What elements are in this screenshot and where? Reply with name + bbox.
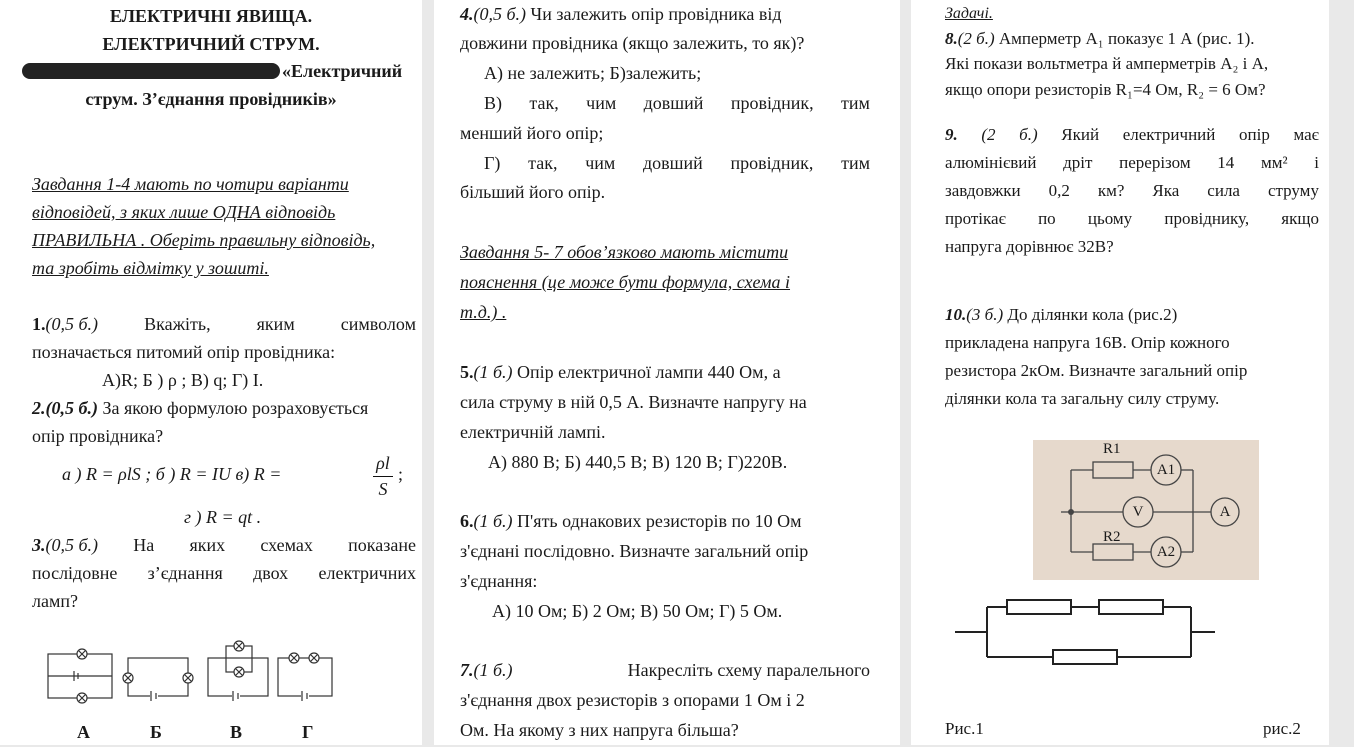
- question-4-option-g-line-2: більший його опір.: [460, 182, 606, 202]
- instruction-line-4: та зробіть відмітку у зошиті.: [32, 258, 269, 278]
- fraction-bar: [373, 476, 393, 477]
- question-5-options: А) 880 В; Б) 440,5 В; В) 120 В; Г)220В.: [488, 452, 788, 472]
- question-2-line-2: опір провідника?: [32, 426, 164, 446]
- fig1-label-v: V: [1132, 504, 1144, 520]
- page-column-2: [434, 0, 900, 745]
- question-3-line-1: 3.(0,5 б.) На яких схемах показане: [32, 535, 416, 555]
- question-7-line-1-text: Накресліть схему паралельного: [627, 660, 870, 680]
- question-2-formulas: а ) R = ρlS ; б ) R = IU в) R =: [62, 464, 282, 484]
- question-10-line-2: прикладена напруга 16В. Опір кожного: [945, 333, 1230, 352]
- fraction-semicolon: ;: [398, 464, 404, 484]
- question-4-line-1: 4.(0,5 б.) Чи залежить опір провідника від: [460, 4, 782, 24]
- question-9-line-5: напруга дорівнює 32В?: [945, 237, 1114, 256]
- fig1-label-r1: R1: [1103, 441, 1121, 457]
- scheme-v: [208, 641, 268, 701]
- instruction-2-line-3: т.д.) .: [460, 302, 507, 322]
- instruction-2-line-2: пояснення (це може бути формула, схема і: [460, 272, 791, 292]
- figure-1-caption: Рис.1: [945, 719, 984, 738]
- question-4-option-v: В) так, чим довший провідник, тим: [484, 93, 870, 113]
- redaction-scribble: [22, 63, 280, 79]
- title-line-1: ЕЛЕКТРИЧНІ ЯВИЩА.: [109, 6, 313, 26]
- question-3-line-2: послідовне з’єднання двох електричних: [32, 563, 416, 583]
- scheme-label-a: А: [77, 722, 90, 742]
- fig1-label-a: A: [1219, 504, 1231, 520]
- question-1-line-2: позначається питомий опір провідника:: [32, 342, 336, 362]
- question-6-line-2: з'єднані послідовно. Визначте загальний опір: [460, 541, 809, 561]
- question-7-line-1: 7.(1 б.): [460, 660, 513, 680]
- question-2-option-g: г ) R = qt .: [184, 507, 262, 527]
- question-1-options: А)R; Б ) ρ ; В) q; Г) I.: [102, 370, 264, 390]
- question-4-option-g: Г) так, чим довший провідник, тим: [484, 153, 870, 173]
- figure-2-circuit: [911, 590, 1329, 680]
- figure-1: [1033, 440, 1259, 580]
- title-line-4: струм. З’єднання провідників»: [85, 89, 337, 109]
- question-3-line-3: ламп?: [32, 591, 78, 611]
- question-4-options-ab: А) не залежить; Б)залежить;: [484, 63, 702, 83]
- question-8-line-2: Які покази вольтметра й амперметрів A₂ і A,: [945, 54, 1269, 73]
- question-9-line-3: завдовжки 0,2 км? Яка сила струму: [945, 181, 1319, 200]
- question-8-line-1: 8.(2 б.) Амперметр A₁ показує 1 А (рис. 1).: [945, 29, 1255, 48]
- instruction-2-line-1: Завдання 5- 7 обов’язково мають містити: [460, 242, 789, 262]
- fig1-label-a1: A1: [1156, 462, 1176, 478]
- fraction-numerator: ρl: [376, 453, 390, 473]
- fig1-label-a2: A2: [1156, 544, 1176, 560]
- question-5-line-1: 5.(1 б.) Опір електричної лампи 440 Ом, а: [460, 362, 781, 382]
- question-4-line-2: довжини провідника (якщо залежить, то як)?: [460, 33, 805, 53]
- circuit-schemes: [0, 640, 422, 710]
- question-4-option-v-line-2: менший його опір;: [460, 123, 604, 143]
- title-line-3: «Електричний: [282, 61, 403, 81]
- question-1-line-1: 1.(0,5 б.) Вкажіть, яким символом: [32, 314, 416, 334]
- question-2-line-1: 2.(0,5 б.) За якою формулою розраховується: [32, 398, 369, 418]
- scheme-label-b: Б: [150, 722, 162, 742]
- title-line-2: ЕЛЕКТРИЧНИЙ СТРУМ.: [102, 34, 320, 54]
- section-header-tasks: Задачі.: [945, 5, 993, 22]
- fraction-denominator: S: [378, 479, 388, 499]
- question-7-line-3: Ом. На якому з них напруга більша?: [460, 720, 739, 740]
- question-5-line-3: електричній лампі.: [460, 422, 606, 442]
- page-column-3: [911, 0, 1329, 745]
- question-6-options: А) 10 Ом; Б) 2 Ом; В) 50 Ом; Г) 5 Ом.: [492, 601, 783, 621]
- question-10-line-4: ділянки кола та загальну силу струму.: [945, 389, 1220, 408]
- fig1-label-r2: R2: [1103, 529, 1121, 545]
- page-column-1: [0, 0, 422, 745]
- question-9-line-4: протікає по цьому провіднику, якщо: [945, 209, 1319, 228]
- scheme-b: [123, 658, 193, 701]
- instruction-line-2: відповідей, з яких лише ОДНА відповідь: [32, 202, 336, 222]
- question-10-line-1: 10.(3 б.) До ділянки кола (рис.2): [945, 305, 1178, 324]
- question-7-line-2: з'єднання двох резисторів з опорами 1 Ом і 2: [460, 690, 805, 710]
- question-8-line-3: якщо опори резисторів R₁=4 Ом, R₂ = 6 Ом?: [945, 80, 1266, 99]
- scheme-g: [278, 653, 332, 701]
- scheme-a: [48, 649, 112, 703]
- scheme-label-g: Г: [302, 722, 314, 742]
- scheme-label-v: В: [230, 722, 243, 742]
- question-9-line-1: 9. (2 б.) Який електричний опір має: [945, 125, 1319, 144]
- question-6-line-1: 6.(1 б.) П'ять однакових резисторів по 10 Ом: [460, 511, 802, 531]
- question-6-line-3: з'єднання:: [460, 571, 538, 591]
- question-10-line-3: резистора 2кОм. Визначте загальний опір: [945, 361, 1248, 380]
- question-5-line-2: сила струму в ній 0,5 А. Визначте напругу на: [460, 392, 807, 412]
- instruction-line-1: Завдання 1-4 мають по чотири варіанти: [32, 174, 349, 194]
- instruction-line-3: ПРАВИЛЬНА . Оберіть правильну відповідь,: [32, 230, 376, 250]
- question-9-line-2: алюмінієвий дріт перерізом 14 мм² і: [945, 153, 1319, 172]
- figure-2-caption: рис.2: [1263, 719, 1301, 738]
